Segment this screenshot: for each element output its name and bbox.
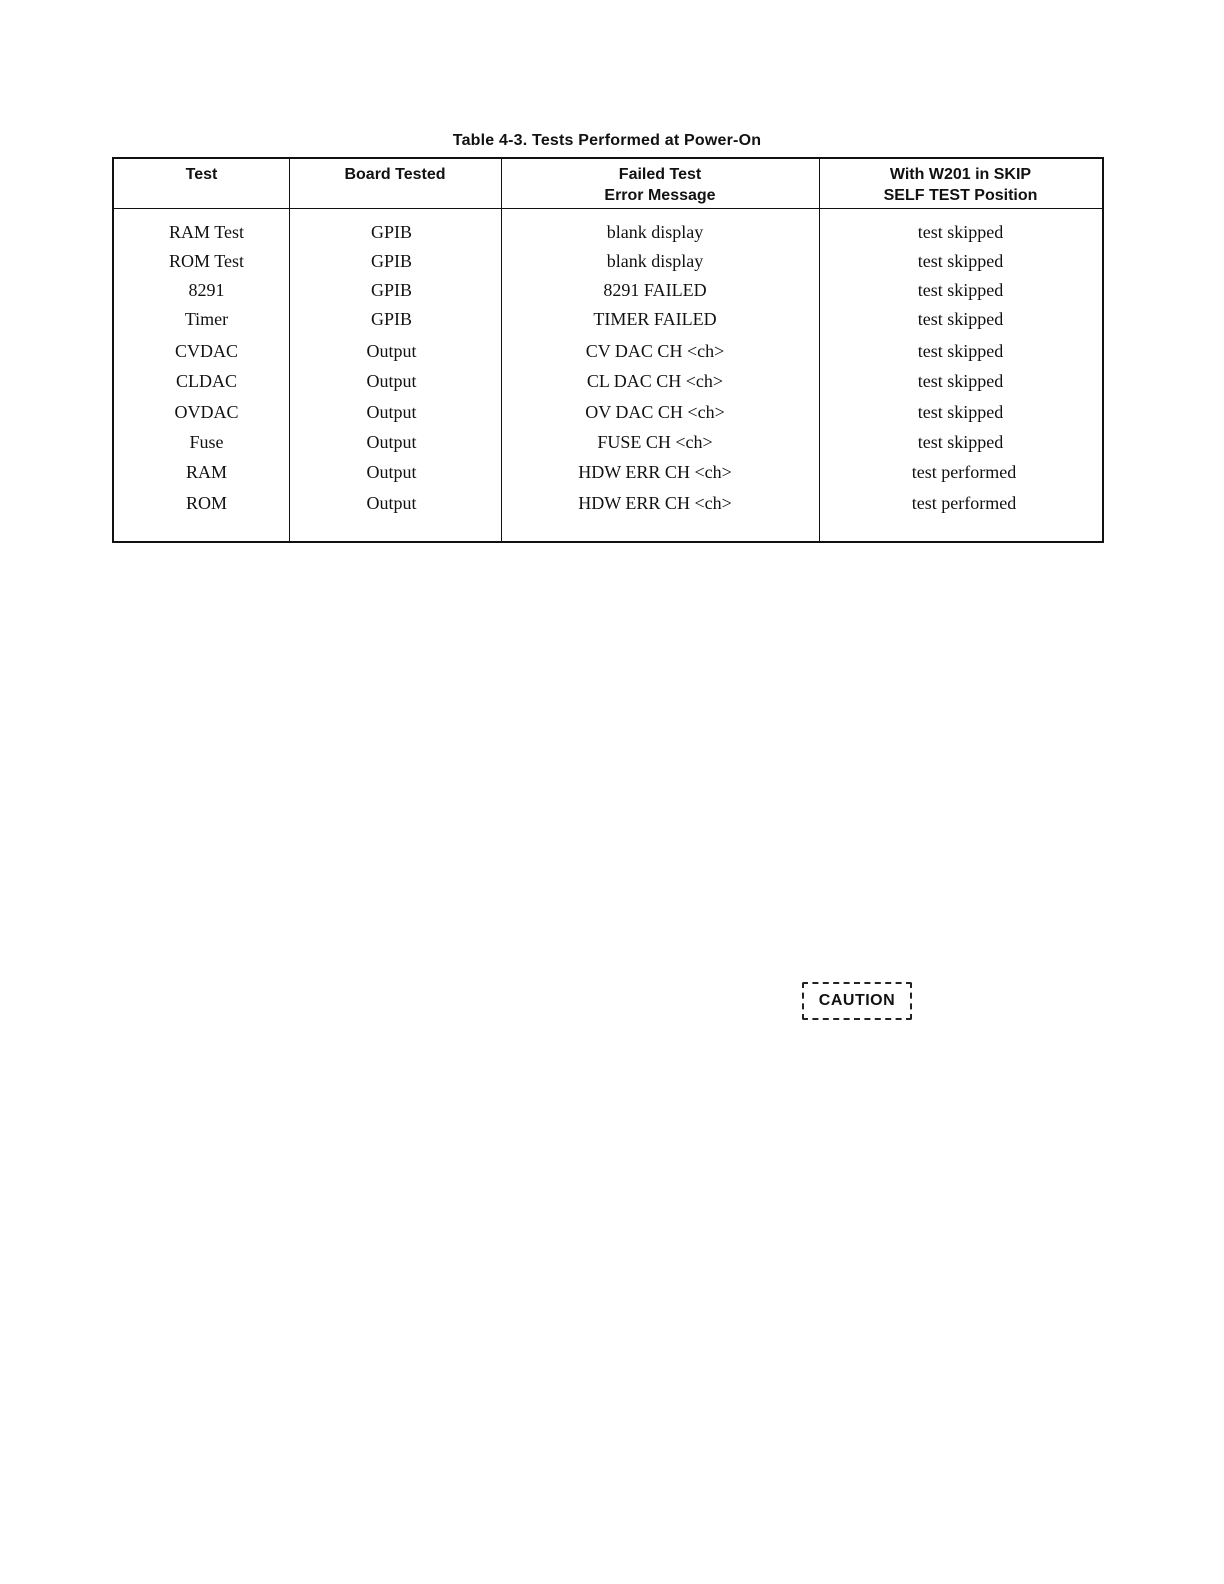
cell-skip-position: test skipped [917,251,1004,271]
cell-error-message: TIMER FAILED [593,309,717,329]
cell-test: Timer [184,309,229,329]
cell-test: ROM [185,493,227,513]
cell-board: GPIB [370,309,412,329]
cell-skip-position: test skipped [917,222,1004,242]
table-row [114,398,1102,426]
cell-error-message: FUSE CH <ch> [597,432,713,452]
cell-skip-position: test performed [911,493,1017,513]
table-row [114,458,1102,486]
header-failed-test-error-message: Failed Test Error Message [604,166,716,204]
cell-skip-position: test skipped [917,402,1004,422]
table-row [114,218,1102,246]
header-divider [114,208,1102,209]
cell-test: ROM Test [169,251,244,271]
table-row [114,367,1102,395]
cell-test: OVDAC [174,402,239,422]
table-title: Table 4-3. Tests Performed at Power-On [452,132,762,149]
cell-error-message: HDW ERR CH <ch> [578,493,732,513]
table-row [114,305,1102,333]
cell-board: Output [366,493,417,513]
power-on-tests-table [112,157,1104,543]
cell-board: Output [366,462,417,482]
cell-board: Output [366,371,417,391]
cell-test: Fuse [189,432,224,452]
caution-label: CAUTION [802,982,912,1020]
cell-test: CVDAC [174,341,238,361]
cell-board: GPIB [370,280,412,300]
cell-test: 8291 [188,280,225,300]
table-row [114,276,1102,304]
table-row [114,428,1102,456]
cell-skip-position: test skipped [917,309,1004,329]
header-board-tested: Board Tested [344,166,446,183]
cell-skip-position: test skipped [917,371,1004,391]
cell-board: Output [366,341,417,361]
cell-skip-position: test skipped [917,341,1004,361]
cell-board: Output [366,402,417,422]
cell-board: GPIB [370,222,412,242]
cell-test: RAM [185,462,227,482]
cell-test: RAM Test [169,222,244,242]
cell-error-message: CL DAC CH <ch> [586,371,724,391]
cell-error-message: OV DAC CH <ch> [585,402,725,422]
header-w201-skip-self-test: With W201 in SKIP SELF TEST Position [883,166,1038,204]
cell-error-message: blank display [606,251,704,271]
cell-test: CLDAC [175,371,237,391]
header-test: Test [185,166,218,183]
table-row [114,337,1102,365]
table-row [114,247,1102,275]
cell-board: GPIB [370,251,412,271]
cell-error-message: blank display [606,222,704,242]
cell-board: Output [366,432,417,452]
cell-skip-position: test performed [911,462,1017,482]
cell-error-message: CV DAC CH <ch> [585,341,725,361]
cell-skip-position: test skipped [917,432,1004,452]
cell-error-message: HDW ERR CH <ch> [578,462,732,482]
table-row [114,489,1102,517]
cell-error-message: 8291 FAILED [603,280,707,300]
cell-skip-position: test skipped [917,280,1004,300]
